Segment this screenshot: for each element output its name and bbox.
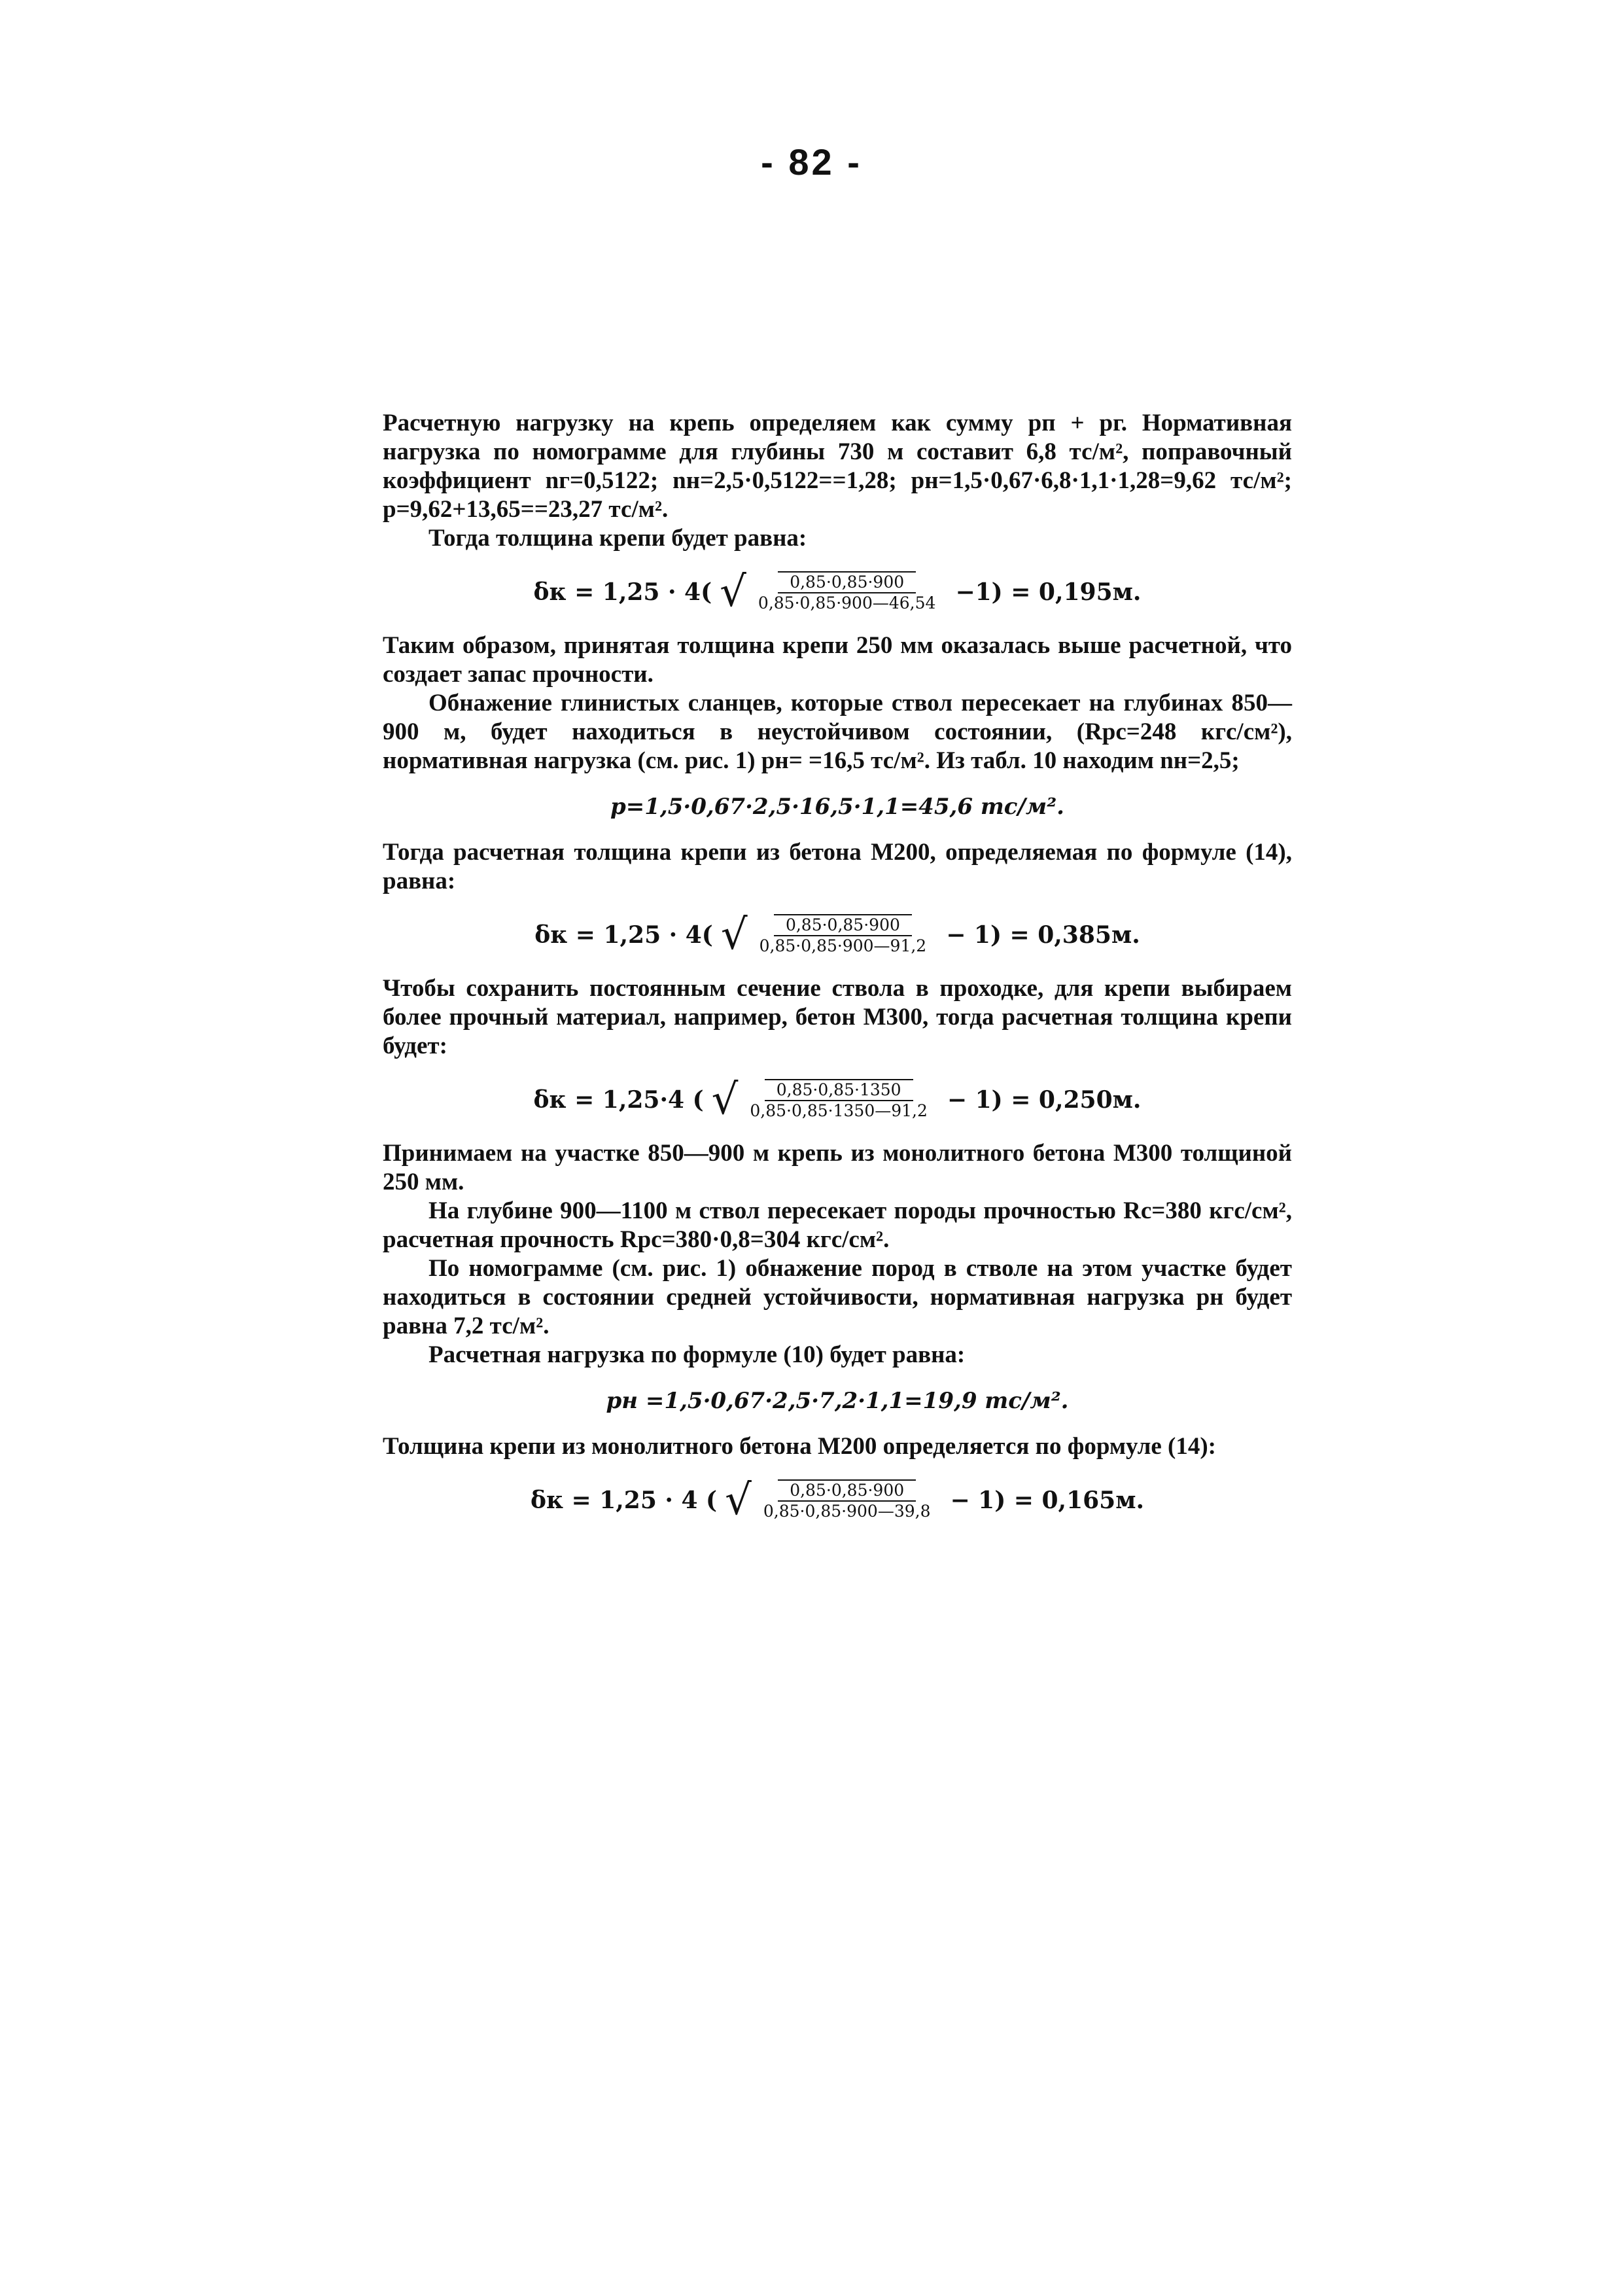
page-number: - 82 -: [761, 141, 862, 183]
formula-load: p=1,5·0,67·2,5·16,5·1,1=45,6 тс/м².: [610, 794, 1064, 820]
formula-rhs: − 1) = 0,385м.: [946, 921, 1140, 949]
paragraph: Толщина крепи из монолитного бетона М200 определяется по формуле (14):: [383, 1433, 1217, 1460]
fraction: [746, 571, 948, 613]
formula-lhs: δк = 1,25 · 4(: [534, 921, 713, 949]
square-root: √ $\frac{0,85\cdot 0,85\cdot 900}{0,85\cdot 0,85\cdot 900—91,2}$: [721, 914, 938, 956]
fraction-numerator: 0,85·0,85·900: [778, 571, 916, 593]
paragraph: Чтобы сохранить постоянным сечение ствола в проходке, для крепи выбираем более прочный материал, например, бетон М300, тогда расчетная толщина крепи будет:: [383, 975, 1292, 1059]
paragraph: Таким образом, принятая толщина крепи 250 мм оказалась выше расчетной, что создает запас прочности.: [383, 632, 1292, 688]
formula-lining-thickness-3: [383, 1076, 1292, 1124]
formula-lining-thickness-4: [383, 1476, 1292, 1525]
formula-rhs: − 1) = 0,165м.: [950, 1487, 1145, 1514]
page-body: [383, 409, 1292, 1540]
formula-lhs: δк = 1,25 · 4 (: [530, 1487, 718, 1514]
formula-load-2: pн =1,5·0,67·2,5·7,2·1,1=19,9 тс/м².: [606, 1388, 1069, 1414]
paragraph: Принимаем на участке 850—900 м крепь из монолитного бетона М300 толщиной 250 мм.: [383, 1140, 1292, 1195]
fraction-numerator: 0,85·0,85·1350: [765, 1079, 913, 1101]
fraction: [748, 914, 939, 956]
paragraph: По номограмме (см. рис. 1) обнажение пород в стволе на этом участке будет находиться в состоянии средней устойчивости, нормативная нагрузка pн будет равна 7,2 тс/м².: [383, 1255, 1292, 1339]
paragraph: Расчетная нагрузка по формуле (10) будет равна:: [428, 1341, 966, 1368]
formula-lhs: δк = 1,25 · 4(: [533, 578, 712, 606]
formula-lhs: δк = 1,25·4 (: [533, 1086, 704, 1114]
fraction: [738, 1079, 939, 1121]
square-root: √ $\frac{0,85\cdot 0,85\cdot 900}{0,85\cdot 0,85\cdot 900—46,54}$: [720, 571, 947, 613]
paragraph: На глубине 900—1100 м ствол пересекает породы прочностью Rс=380 кгс/см², расчетная прочность Rрс=380·0,8=304 кгс/см².: [383, 1197, 1292, 1253]
fraction-numerator: 0,85·0,85·900: [778, 1479, 916, 1502]
paragraph: Тогда толщина крепи будет равна:: [428, 525, 807, 552]
square-root: √ $\frac{0,85\cdot 0,85\cdot 900}{0,85\cdot 0,85\cdot 900—39,8}$: [725, 1479, 942, 1521]
formula-rhs: − 1) = 0,250м.: [947, 1086, 1142, 1114]
fraction-denominator: 0,85·0,85·1350—91,2: [750, 1101, 928, 1120]
formula-rhs: −1) = 0,195м.: [955, 578, 1142, 606]
paragraph: Обнажение глинистых сланцев, которые ствол пересекает на глубинах 850—900 м, будет находиться в неустойчивом состоянии, (Rрс=248 кгс/см²), нормативная нагрузка (см. рис. 1) pн= =16,5 тс/м². Из табл. 10 находим nн=2,5;: [383, 690, 1292, 774]
fraction-denominator: 0,85·0,85·900—91,2: [759, 936, 927, 955]
fraction-numerator: 0,85·0,85·900: [774, 914, 912, 936]
paragraph: Тогда расчетная толщина крепи из бетона М200, определяемая по формуле (14), равна:: [383, 839, 1292, 894]
fraction-denominator: 0,85·0,85·900—39,8: [763, 1502, 931, 1521]
formula-lining-thickness-1: [383, 568, 1292, 616]
paragraph: Расчетную нагрузку на крепь определяем как сумму pп + pг. Нормативная нагрузка по номограмме для глубины 730 м составит 6,8 тс/м², поправочный коэффициент nг=0,5122; nн=2,5·0,5122==1,28; pн=1,5·0,67·6,8·1,1·1,28=9,62 тс/м²; p=9,62+13,65==23,27 тс/м².: [383, 410, 1292, 523]
square-root: √ $\frac{0,85\cdot 0,85\cdot 1350}{0,85\cdot 0,85\cdot 1350—91,2}$: [712, 1079, 939, 1121]
fraction: [752, 1479, 943, 1521]
fraction-denominator: 0,85·0,85·900—46,54: [758, 593, 936, 612]
formula-lining-thickness-2: [383, 911, 1292, 959]
